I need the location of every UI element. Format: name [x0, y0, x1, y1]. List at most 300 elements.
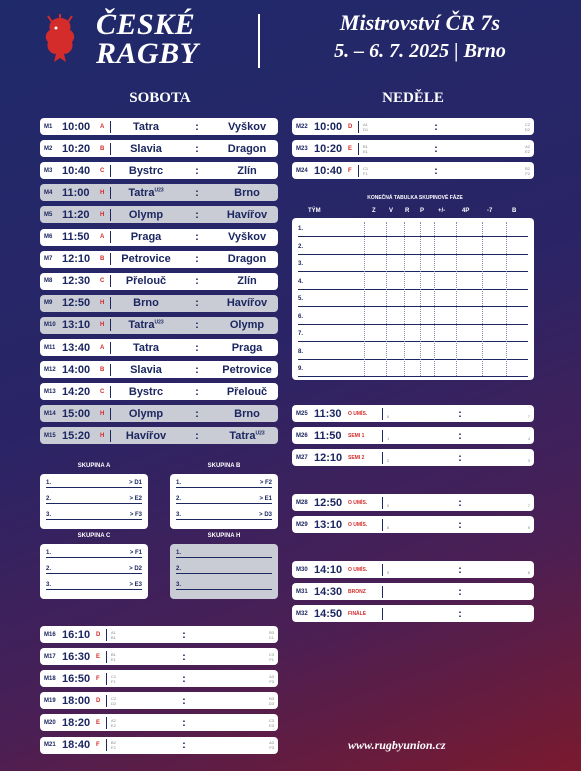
team-home: Tatra$^{U23}$	[128, 186, 164, 199]
seed: B3	[269, 695, 274, 701]
separator	[106, 717, 107, 729]
seed: B3	[269, 629, 274, 635]
seed: C2	[524, 121, 530, 127]
match-group: H	[100, 300, 105, 307]
group-title: SKUPINA H	[207, 533, 241, 539]
team-home: Havířov	[125, 429, 167, 442]
score-separator: :	[458, 496, 462, 509]
group-rank: 1.	[46, 550, 52, 556]
score-separator: :	[195, 319, 199, 332]
seed: D1	[363, 126, 369, 132]
match-group: E	[96, 653, 101, 660]
group-advance: > F1	[129, 550, 142, 556]
seed: A2	[111, 717, 116, 723]
separator	[382, 586, 383, 598]
match-id: M6	[44, 234, 53, 240]
match-row[interactable]	[292, 118, 534, 135]
separator	[110, 187, 111, 199]
team-home: Slavia	[130, 363, 162, 376]
table-row: 3.	[298, 255, 528, 272]
match-time: 18:00	[62, 694, 91, 707]
match-label: SEMI 2	[348, 454, 365, 461]
score-separator: :	[195, 186, 199, 199]
match-time: 15:00	[62, 407, 91, 420]
match-row[interactable]	[40, 626, 278, 643]
team-away: Brno	[234, 186, 260, 199]
seed: B1	[111, 651, 116, 657]
score-separator: :	[195, 407, 199, 420]
team-home: Slavia	[130, 142, 162, 155]
seed: 8	[387, 524, 390, 530]
group-line	[46, 548, 142, 558]
group-line	[46, 510, 142, 520]
match-id: M26	[296, 432, 308, 439]
separator	[382, 452, 383, 464]
match-row[interactable]	[40, 737, 278, 754]
team-home: Tatra	[132, 341, 160, 354]
match-group: F	[348, 167, 352, 174]
match-id: M23	[296, 145, 308, 152]
seed: 9	[527, 524, 530, 530]
match-id: M30	[296, 566, 308, 573]
group-box	[170, 474, 278, 529]
team-home-seed	[387, 449, 445, 467]
team-away-seed	[475, 516, 534, 534]
group-rank: 3.	[46, 582, 52, 588]
match-row[interactable]	[292, 140, 534, 157]
table-header-cell: +/-	[438, 208, 446, 214]
match-id: M3	[44, 167, 53, 174]
team-away: Zlín	[237, 164, 257, 177]
seed: C1	[268, 634, 274, 640]
match-id: M8	[44, 278, 53, 285]
match-time: 14:20	[62, 385, 91, 398]
match-row[interactable]	[292, 162, 534, 179]
match-time: 10:40	[62, 164, 91, 177]
seed: F1	[363, 170, 368, 176]
team-away-seeds	[199, 674, 278, 684]
seed: F1	[269, 656, 274, 662]
score-separator: :	[195, 363, 199, 376]
separator	[110, 386, 111, 398]
team-home: Tatra$^{U23}$	[128, 319, 164, 332]
separator	[110, 209, 111, 221]
group-line	[176, 510, 272, 520]
seed: F3	[269, 678, 274, 684]
match-label: SEMI 1	[348, 432, 365, 439]
group-line	[176, 580, 272, 590]
seed: A1	[363, 121, 368, 127]
group-advance: > E2	[129, 496, 142, 502]
header	[0, 0, 581, 80]
table-row: 2.	[298, 238, 528, 255]
team-away: Dragon	[227, 142, 267, 155]
team-home-seeds	[111, 652, 169, 662]
score-separator: :	[458, 407, 462, 420]
separator	[110, 342, 111, 354]
seed: 5	[387, 502, 390, 508]
match-row[interactable]	[292, 583, 534, 600]
match-row[interactable]	[40, 184, 278, 201]
match-row[interactable]	[40, 206, 278, 223]
separator	[110, 121, 111, 133]
match-id: M18	[44, 675, 56, 682]
group-rank: 1.	[176, 550, 182, 556]
table-column-divider	[434, 222, 435, 376]
team-away: Přelouč	[226, 385, 268, 398]
seed: B1	[363, 143, 368, 149]
match-row[interactable]	[40, 273, 278, 290]
seed: 3	[527, 457, 530, 463]
match-id: M11	[44, 344, 56, 351]
separator	[106, 651, 107, 663]
team-suffix: U23	[154, 187, 164, 194]
team-home: Praga	[130, 231, 162, 243]
header-divider	[258, 14, 260, 68]
seed: F3	[269, 745, 274, 750]
group-rank: 3.	[176, 582, 182, 588]
table-header-cell: Z	[372, 208, 376, 214]
team-away-seeds	[199, 718, 278, 728]
table-header-cell: R	[405, 208, 410, 214]
team-home: Olymp	[128, 407, 164, 420]
group-line	[176, 494, 272, 504]
table-column-divider	[506, 222, 507, 376]
team-away-seeds	[451, 166, 534, 176]
separator	[110, 231, 111, 243]
score-separator: :	[434, 164, 438, 177]
table-row: 8.	[298, 343, 528, 360]
match-time: 14:30	[314, 585, 343, 598]
separator	[110, 297, 111, 309]
seed: 1	[387, 435, 390, 441]
match-id: M16	[44, 631, 56, 638]
match-id: M32	[296, 610, 308, 617]
match-time: 11:20	[62, 208, 90, 221]
match-group: A	[100, 123, 105, 130]
table-header-cell: -7	[487, 208, 493, 214]
match-row[interactable]	[292, 405, 534, 422]
brand-name	[96, 10, 199, 68]
match-row[interactable]	[40, 670, 278, 687]
team-home-seed	[387, 427, 445, 445]
table-row: 4.	[298, 273, 528, 290]
match-id: M24	[296, 167, 308, 174]
seed: D2	[524, 126, 530, 132]
match-id: M13	[44, 388, 56, 395]
score-separator: :	[195, 297, 199, 310]
separator	[382, 564, 383, 576]
table-header-cell: P	[420, 208, 425, 214]
match-row[interactable]	[40, 251, 278, 268]
seed: E2	[525, 148, 530, 154]
team-home: Přelouč	[125, 275, 167, 288]
match-time: 11:50	[62, 231, 90, 243]
separator	[106, 629, 107, 641]
match-time: 12:10	[62, 253, 91, 266]
match-row[interactable]	[40, 405, 278, 422]
website-link[interactable]: www.rugbyunion.cz	[348, 738, 446, 752]
brand-line-2: RAGBY	[96, 37, 199, 70]
team-home-seed	[387, 561, 445, 579]
team-away-seed	[475, 427, 534, 445]
match-group: H	[100, 189, 105, 196]
match-label: O UMÍS.	[348, 499, 368, 506]
score-separator: :	[195, 429, 199, 442]
seed: E2	[111, 722, 116, 728]
group-rank: 2.	[176, 496, 182, 502]
match-group: A	[100, 344, 105, 351]
score-separator: :	[434, 142, 438, 155]
match-time: 14:10	[314, 563, 343, 576]
day-sunday: NEDĚLE	[382, 90, 444, 106]
match-row[interactable]	[40, 140, 278, 157]
match-time: 18:40	[62, 739, 91, 751]
match-row[interactable]	[40, 383, 278, 400]
separator	[110, 275, 111, 287]
team-away: Brno	[234, 407, 260, 420]
page-title: Mistrovství ČR 7s	[339, 10, 501, 35]
group-rank: 2.	[46, 566, 52, 572]
separator	[382, 519, 383, 531]
team-home: Tatra	[132, 120, 160, 133]
table-column-divider	[404, 222, 405, 376]
match-row[interactable]	[40, 361, 278, 378]
team-home-seeds	[363, 122, 421, 132]
match-row[interactable]	[292, 561, 534, 578]
separator	[382, 430, 383, 442]
match-id: M19	[44, 697, 56, 704]
team-away-seed	[475, 494, 534, 512]
match-group: C	[100, 167, 105, 174]
table-column-divider	[482, 222, 483, 376]
match-id: M17	[44, 653, 56, 660]
group-advance: > E1	[259, 496, 272, 502]
group-advance: > F2	[259, 480, 272, 486]
team-home-seed	[387, 516, 445, 534]
group-rank: 2.	[176, 566, 182, 572]
score-separator: :	[458, 585, 462, 598]
match-group: D	[96, 631, 101, 638]
table-column-divider	[456, 222, 457, 376]
lion-logo-icon	[38, 14, 82, 64]
seed: C1	[111, 673, 117, 679]
match-time: 10:00	[62, 120, 91, 133]
seed: A3	[269, 673, 274, 679]
team-away: Praga	[231, 341, 263, 354]
match-id: M21	[44, 742, 56, 748]
group-title: SKUPINA C	[77, 533, 111, 539]
seed: 7	[527, 502, 530, 508]
match-id: M22	[296, 123, 308, 130]
match-time: 14:50	[314, 607, 343, 620]
match-time: 13:10	[62, 319, 91, 332]
team-home: Brno	[133, 297, 159, 310]
seed: C1	[363, 165, 369, 171]
match-group: A	[100, 234, 105, 240]
group-title: SKUPINA B	[207, 463, 241, 469]
seed: A1	[111, 629, 116, 635]
match-label: O UMÍS.	[348, 410, 368, 417]
match-time: 10:00	[314, 120, 343, 133]
match-row[interactable]	[40, 714, 278, 731]
score-separator: :	[458, 607, 462, 620]
match-group: F	[96, 675, 100, 682]
separator	[110, 408, 111, 420]
match-group: B	[100, 256, 105, 263]
team-home-seeds	[111, 696, 169, 706]
group-line	[46, 494, 142, 504]
match-row[interactable]	[40, 692, 278, 709]
match-group: H	[100, 432, 105, 439]
seed: F1	[111, 678, 116, 684]
match-id: M12	[44, 366, 56, 373]
score-separator: :	[195, 231, 199, 243]
seed: A3	[269, 740, 274, 745]
match-group: H	[100, 410, 105, 417]
seed: C3	[268, 717, 274, 723]
group-line	[46, 564, 142, 574]
match-id: M31	[296, 588, 308, 595]
score-separator: :	[182, 739, 186, 751]
seed: B2	[111, 740, 116, 745]
match-id: M15	[44, 432, 56, 439]
match-id: M10	[44, 322, 56, 329]
match-row[interactable]	[40, 427, 278, 444]
score-separator: :	[195, 208, 199, 221]
group-rank: 1.	[46, 480, 52, 486]
match-id: M1	[44, 123, 53, 130]
match-group: H	[100, 322, 105, 329]
match-row[interactable]	[292, 494, 534, 511]
match-time: 16:10	[62, 628, 91, 641]
table-row: 6.	[298, 308, 528, 325]
group-advance: > D1	[129, 480, 142, 486]
match-group: B	[100, 145, 105, 152]
match-id: M4	[44, 189, 53, 196]
table-header-cell: 4P	[462, 208, 470, 214]
score-separator: :	[458, 451, 462, 464]
match-row[interactable]	[292, 516, 534, 533]
team-away: Olymp	[229, 319, 265, 332]
match-time: 12:50	[314, 496, 343, 509]
match-time: 16:50	[62, 672, 91, 685]
table-header-cell: V	[389, 208, 394, 214]
seed: B2	[525, 165, 530, 171]
separator	[110, 143, 111, 155]
score-separator: :	[182, 650, 186, 663]
match-row[interactable]	[292, 605, 534, 622]
team-away-seed	[475, 561, 534, 579]
team-home: Bystrc	[128, 385, 164, 398]
seed: C3	[268, 651, 274, 657]
team-home-seeds	[363, 144, 421, 154]
separator	[358, 165, 359, 177]
score-separator: :	[195, 275, 199, 288]
seed: 7	[527, 413, 530, 419]
day-saturday: SOBOTA	[129, 90, 191, 106]
group-line	[176, 478, 272, 488]
match-row[interactable]	[40, 648, 278, 665]
separator	[358, 143, 359, 155]
team-home: Bystrc	[128, 164, 164, 177]
match-id: M7	[44, 256, 53, 263]
match-group: B	[100, 366, 105, 373]
match-row[interactable]	[40, 295, 278, 312]
match-row[interactable]	[40, 229, 278, 246]
match-row[interactable]	[40, 162, 278, 179]
group-line	[46, 478, 142, 488]
match-row[interactable]	[40, 317, 278, 334]
separator	[110, 253, 111, 265]
match-time: 14:00	[62, 363, 91, 376]
table-column-divider	[386, 222, 387, 376]
score-separator: :	[182, 694, 186, 707]
group-box	[170, 544, 278, 599]
group-line	[46, 580, 142, 590]
match-label: BRONZ	[348, 588, 366, 595]
score-separator: :	[195, 120, 199, 133]
separator	[382, 608, 383, 620]
match-id: M9	[44, 300, 53, 307]
table-title: KONEČNÁ TABULKA SKUPINOVÉ FÁZE	[367, 195, 463, 201]
team-away: Havířov	[226, 208, 268, 221]
team-home-seeds	[111, 674, 169, 684]
team-home-seed	[387, 405, 445, 423]
separator	[110, 319, 111, 331]
seed: 6	[387, 413, 390, 419]
score-separator: :	[195, 142, 199, 155]
team-home-seeds	[111, 718, 169, 728]
match-group: D	[348, 123, 353, 130]
match-label: O UMÍS.	[348, 566, 368, 573]
team-home-seeds	[111, 630, 169, 640]
team-away-seeds	[451, 122, 534, 132]
table-row: 1.	[298, 220, 528, 237]
group-rank: 3.	[176, 512, 182, 518]
team-home: Olymp	[128, 208, 164, 221]
team-away: Dragon	[227, 253, 267, 266]
match-time: 12:50	[62, 297, 91, 310]
score-separator: :	[458, 518, 462, 531]
group-advance: > D3	[259, 512, 272, 518]
match-time: 10:40	[314, 164, 343, 177]
score-separator: :	[458, 429, 462, 442]
score-separator: :	[195, 253, 199, 266]
match-time: 16:30	[62, 650, 91, 663]
score-separator: :	[182, 716, 186, 729]
seed: 5	[387, 569, 390, 575]
match-row[interactable]	[40, 118, 278, 135]
team-home-seeds	[363, 166, 421, 176]
match-row[interactable]	[40, 339, 278, 356]
team-home-seed	[387, 494, 445, 512]
seed: 4	[527, 435, 530, 441]
group-rank: 3.	[46, 512, 52, 518]
match-time: 13:10	[314, 518, 343, 531]
table-row: 5.	[298, 290, 528, 307]
match-time: 10:20	[62, 142, 91, 155]
standings-table	[292, 218, 534, 380]
match-row[interactable]	[292, 449, 534, 466]
seed: D3	[268, 700, 274, 706]
team-away: Vyškov	[227, 120, 267, 133]
match-row[interactable]	[292, 427, 534, 444]
table-header-cell: TÝM	[308, 208, 321, 214]
team-away-seeds	[451, 144, 534, 154]
match-id: M25	[296, 410, 308, 417]
match-group: C	[100, 278, 105, 285]
